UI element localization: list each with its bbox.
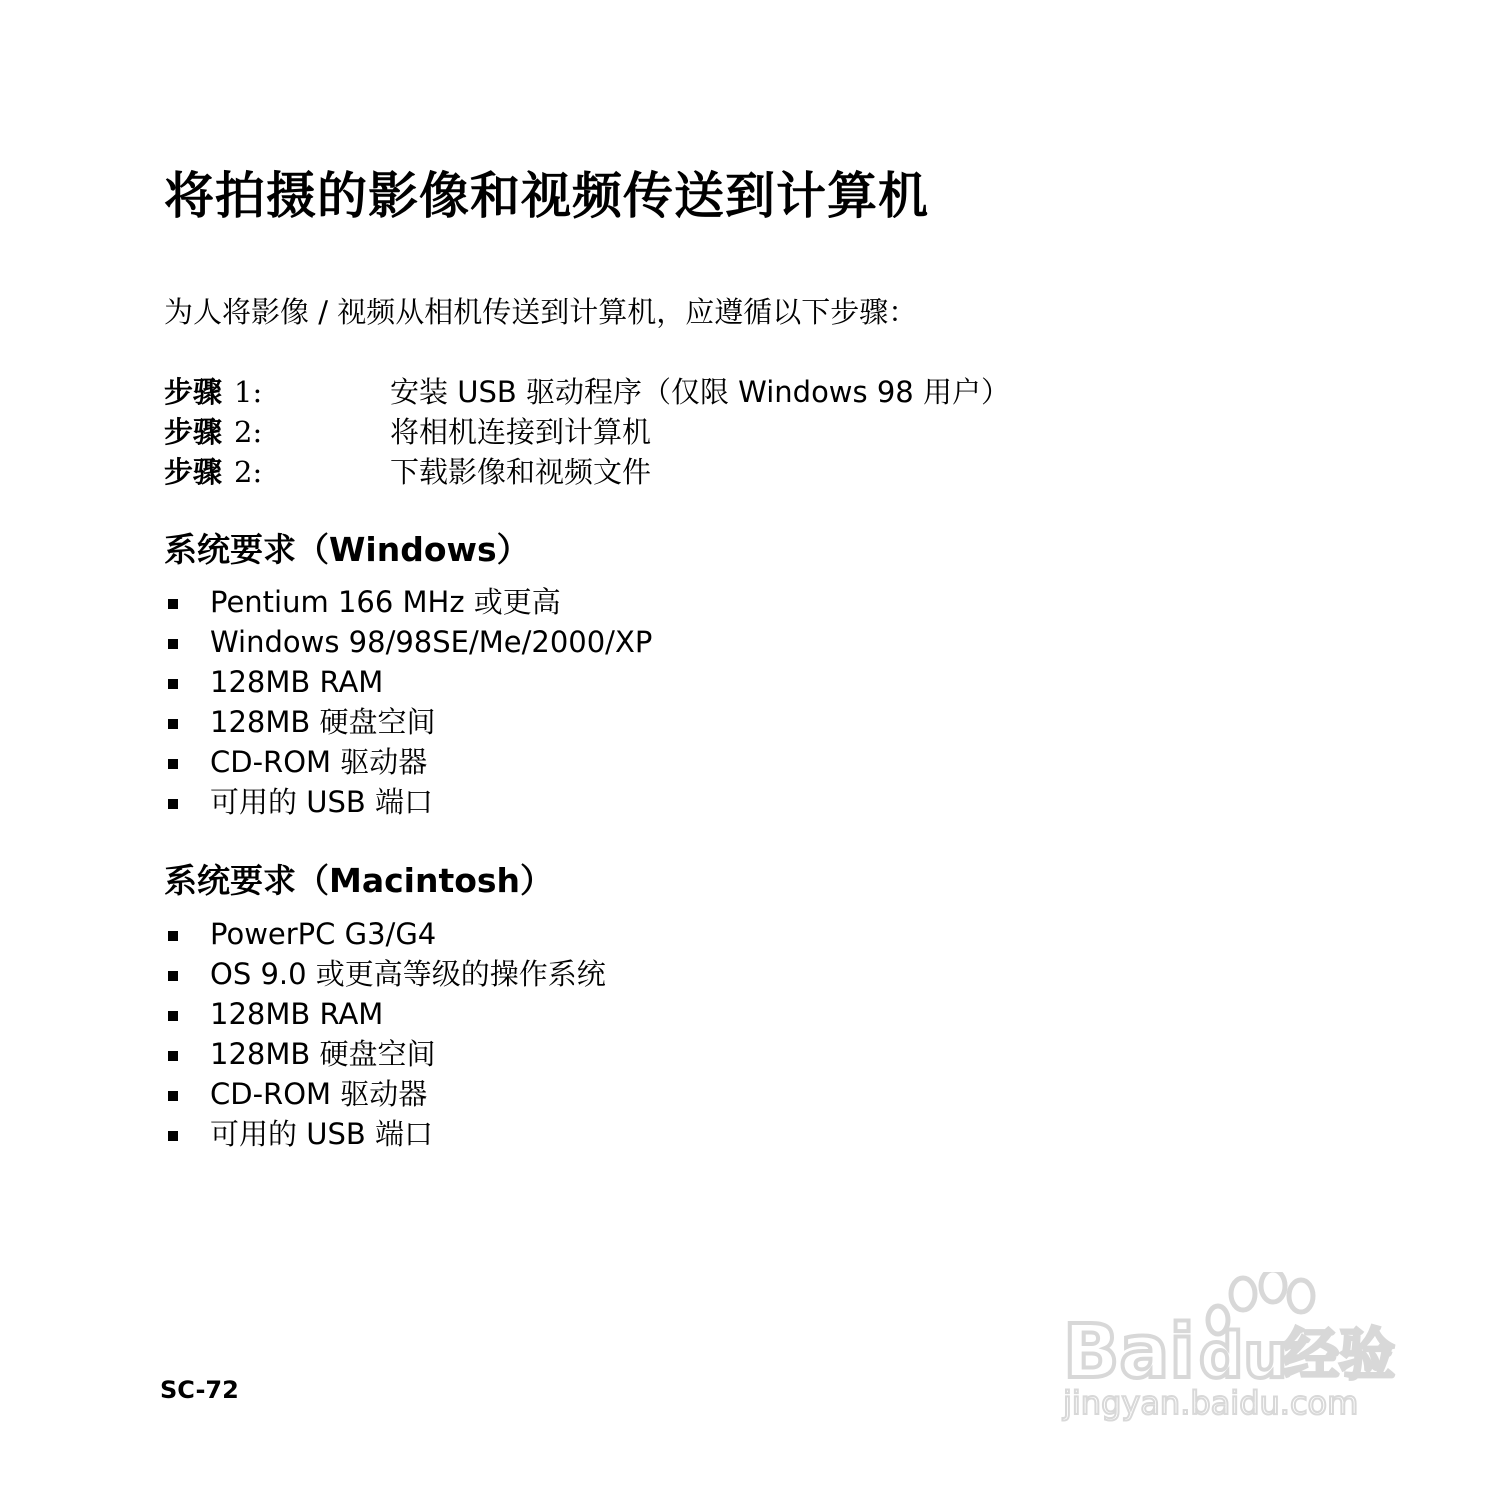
bullet-icon (168, 1051, 178, 1061)
bullet-icon (168, 1091, 178, 1101)
bullet-icon (168, 1011, 178, 1021)
intro-text: 为人将影像 / 视频从相机传送到计算机，应遵循以下步骤： (164, 295, 918, 329)
watermark-url: jingyan.baidu.com (1063, 1384, 1359, 1422)
mac-requirements-title: 系统要求（Macintosh） (164, 861, 554, 900)
step-row (164, 452, 1164, 492)
bullet-icon (168, 931, 178, 941)
step-text: 安装 USB 驱动程序（仅限 Windows 98 用户） (390, 375, 1010, 409)
watermark-brand: Bai (1063, 1309, 1195, 1395)
paw-toe-icon (1261, 1272, 1285, 1302)
bullet-icon (168, 639, 178, 649)
paw-toe-icon (1289, 1280, 1313, 1312)
bullet-icon (168, 971, 178, 981)
bullet-icon (168, 719, 178, 729)
steps-list (164, 372, 1164, 492)
step-label: 步骤 2: (164, 415, 263, 449)
bullet-icon (168, 599, 178, 609)
bullet-icon (168, 679, 178, 689)
page-number: SC-72 (160, 1376, 239, 1404)
step-row (164, 412, 1164, 452)
step-label: 步骤 1: (164, 375, 263, 409)
page-title: 将拍摄的影像和视频传送到计算机 (164, 167, 929, 225)
step-row (164, 372, 1164, 412)
step-label: 步骤 2: (164, 455, 263, 489)
bullet-icon (168, 1131, 178, 1141)
bullet-icon (168, 799, 178, 809)
paw-toe-icon (1231, 1278, 1255, 1310)
bullet-icon (168, 759, 178, 769)
baidu-jingyan-watermark (1055, 1272, 1415, 1422)
watermark-brand-2: du (1199, 1319, 1288, 1392)
step-text: 将相机连接到计算机 (390, 415, 652, 449)
step-text: 下载影像和视频文件 (390, 455, 652, 489)
windows-requirements-title: 系统要求（Windows） (164, 530, 530, 569)
watermark-cn: 经验 (1283, 1323, 1395, 1388)
